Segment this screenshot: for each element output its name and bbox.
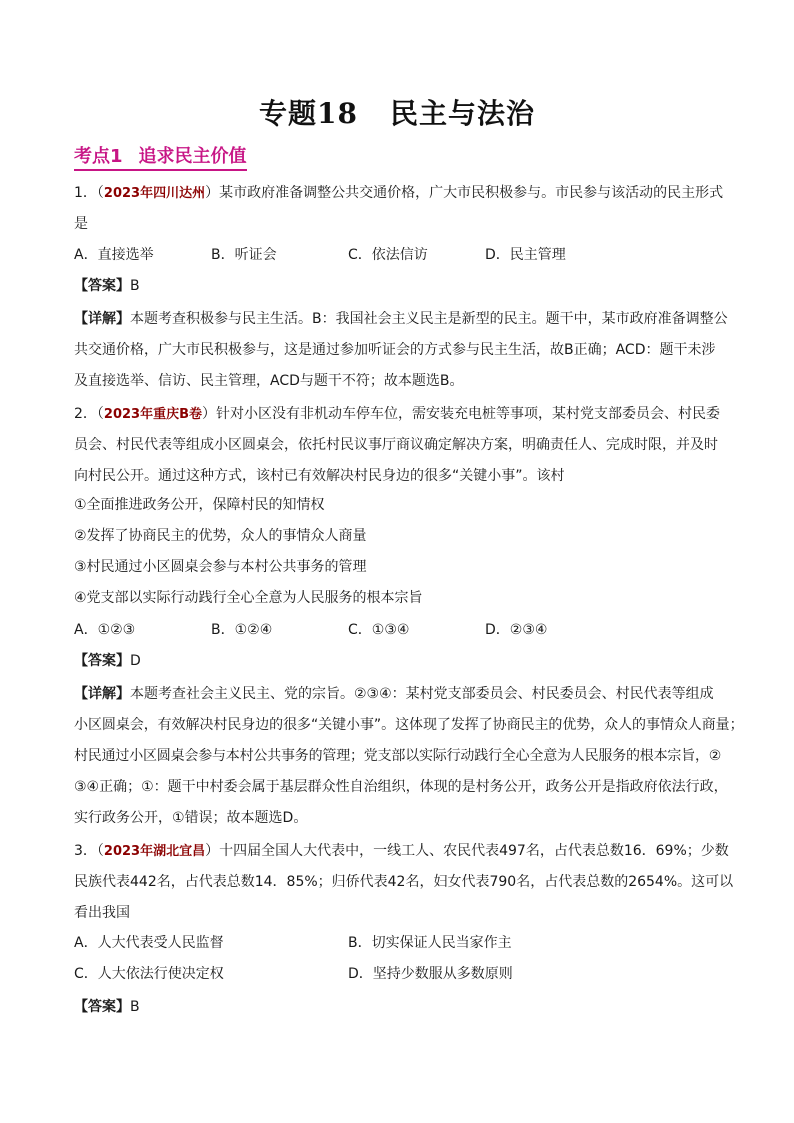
q2-source: 2023年重庆B卷 xyxy=(103,407,203,422)
page-title xyxy=(0,92,794,132)
q3-answer: 【答案】B xyxy=(74,999,140,1015)
q1-source: 2023年四川达州 xyxy=(103,186,206,201)
q2-item-1: ①全面推进政务公开，保障村民的知情权 xyxy=(74,497,325,513)
section-heading xyxy=(74,145,247,171)
q1-detail-line-1: 【详解】本题考查积极参与民主生活。B：我国社会主义民主是新型的民主。题干中，某市政府准备调整公 xyxy=(74,311,728,327)
q2-item-2: ②发挥了协商民主的优势，众人的事情众人商量 xyxy=(74,528,367,544)
q2-option-a: A．①②③ xyxy=(74,622,136,638)
q1-detail-line-3: 及直接选举、信访、民主管理，ACD与题干不符；故本题选B。 xyxy=(74,373,464,389)
q1-option-d: D．民主管理 xyxy=(485,247,566,263)
q2-option-c: C．①③④ xyxy=(348,622,410,638)
q3-stem-line-1: 3．（2023年湖北宜昌）十四届全国人大代表中，一线工人、农民代表497名，占代表总数16．69%；少数 xyxy=(74,843,729,859)
q2-answer: 【答案】D xyxy=(74,653,141,669)
q3-stem-line-2: 民族代表442名，占代表总数14．85%；归侨代表42名，妇女代表790名，占代表总数的2654%。这可以 xyxy=(74,874,734,890)
q1-detail-line-2: 共交通价格，广大市民积极参与，这是通过参加听证会的方式参与民主生活，故B正确；ACD：题干未涉 xyxy=(74,342,716,358)
q1-stem-line-2: 是 xyxy=(74,216,88,232)
q2-stem-line-3: 向村民公开。通过这种方式，该村已有效解决村民身边的很多“关键小事”。该村 xyxy=(74,468,565,484)
q3-option-b: B．切实保证人民当家作主 xyxy=(348,935,512,951)
q1-stem-line-1: 1．（2023年四川达州）某市政府准备调整公共交通价格，广大市民积极参与。市民参与该活动的民主形式 xyxy=(74,185,724,201)
q1-option-b: B．听证会 xyxy=(211,247,277,263)
q2-option-d: D．②③④ xyxy=(485,622,548,638)
q3-option-a: A．人大代表受人民监督 xyxy=(74,935,224,951)
q1-option-c: C．依法信访 xyxy=(348,247,428,263)
q3-option-c: C．人大依法行使决定权 xyxy=(74,966,224,982)
q3-source: 2023年湖北宜昌 xyxy=(103,844,206,859)
q2-detail-line-1: 【详解】本题考查社会主义民主、党的宗旨。②③④：某村党支部委员会、村民委员会、村民代表等组成 xyxy=(74,686,714,702)
q3-stem-line-3: 看出我国 xyxy=(74,905,130,921)
q2-detail-line-5: 实行政务公开，①错误；故本题选D。 xyxy=(74,810,308,826)
q2-stem-line-2: 员会、村民代表等组成小区圆桌会，依托村民议事厅商议确定解决方案，明确责任人、完成时限，并及时 xyxy=(74,437,718,453)
q3-option-d: D．坚持少数服从多数原则 xyxy=(348,966,513,982)
q2-option-b: B．①②④ xyxy=(211,622,273,638)
q2-stem-line-1: 2．（2023年重庆B卷）针对小区没有非机动车停车位，需安装充电桩等事项，某村党支部委员会、村民委 xyxy=(74,406,721,422)
title-name: 民主与法治 xyxy=(389,97,535,130)
title-topic: 专题18 xyxy=(259,97,358,130)
q2-item-4: ④党支部以实际行动践行全心全意为人民服务的根本宗旨 xyxy=(74,590,423,606)
section-name: 追求民主价值 xyxy=(138,146,247,167)
q2-detail-line-2: 小区圆桌会，有效解决村民身边的很多“关键小事”。这体现了发挥了协商民主的优势，众人的事情众人商量； xyxy=(74,717,744,733)
q1-answer: 【答案】B xyxy=(74,278,140,294)
q1-option-a: A．直接选举 xyxy=(74,247,154,263)
q2-item-3: ③村民通过小区圆桌会参与本村公共事务的管理 xyxy=(74,559,367,575)
section-num: 考点1 xyxy=(74,146,123,167)
q2-detail-line-4: ③④正确；①：题干中村委会属于基层群众性自治组织，体现的是村务公开，政务公开是指政府依法行政， xyxy=(74,779,728,795)
q2-detail-line-3: 村民通过小区圆桌会参与本村公共事务的管理；党支部以实际行动践行全心全意为人民服务的根本宗旨，② xyxy=(74,748,722,764)
